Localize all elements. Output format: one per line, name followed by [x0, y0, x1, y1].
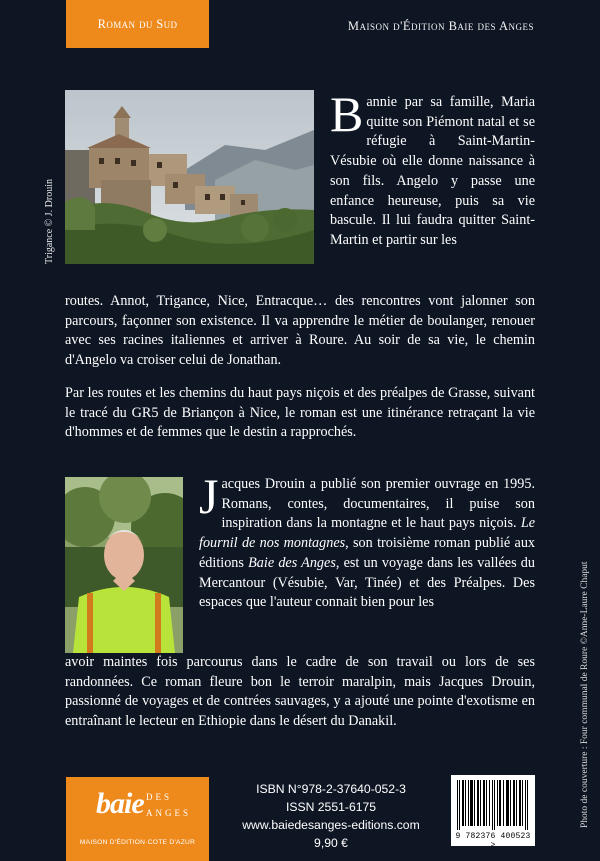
- synopsis-paragraph-start: [330, 86, 535, 251]
- publisher-logo: [66, 777, 209, 861]
- author-bio-text-1a: acques Drouin a publié son premier ouvrage en 1995. Romans, contes, documentaires, il puise son inspiration dans la montagne et le haut pays niçois.: [221, 476, 535, 532]
- publisher-name: Baie des Anges: [248, 554, 336, 571]
- village-photo-credit: Trigance © J. Drouin: [44, 179, 55, 264]
- author-bio-dropcap: J: [199, 468, 219, 524]
- book-title: Le fournil de nos montagnes: [199, 515, 535, 552]
- isbn: ISBN N°978-2-37640-052-3: [256, 782, 406, 796]
- author-bio-text-1b: , son troisième roman publié aux éditions: [199, 535, 536, 571]
- imprint-block: [226, 780, 436, 852]
- synopsis-text-1: annie par sa famille, Maria quitte son Piémont natal et se réfugie à Saint-Martin-Vésubie où elle donne naissance à son fils. Angelo y passe une enfance heureuse, puis sa vie bascule. Il lui faudra quitter Saint-Martin et partir sur les: [330, 94, 535, 248]
- author-bio-text-1c: , est un voyage dans les vallées du Mercantour (Vésubie, Var, Tinée) et des Préalpes. Des espaces que l'auteur connait bien pour les: [199, 554, 535, 611]
- logo-word-baie: baie: [96, 787, 144, 820]
- barcode: [451, 775, 535, 850]
- barcode-bars: [457, 780, 529, 830]
- author-bio-paragraph: [199, 468, 536, 613]
- issn: ISSN 2551-6175: [285, 800, 377, 814]
- logo-word-anges: ANGES: [146, 808, 192, 818]
- collection-label: Roman du Sud: [66, 0, 209, 48]
- logo-tagline: MAISON D'ÉDITION·COTE D'AZUR: [79, 839, 196, 846]
- publisher-heading: Maison d'Édition Baie des Anges: [347, 19, 534, 33]
- website: www.baiedesanges-editions.com: [242, 818, 420, 832]
- author-photo: [65, 477, 183, 653]
- logo-word-des: DES: [146, 792, 173, 802]
- price: 9,90 €: [314, 836, 348, 850]
- author-bio-continued: avoir maintes fois parcourus dans le cadre de son travail ou lors de ses randonnées. Ce roman fleure bon le terroir maralpin, mais Jacques Drouin, passionné de voyages et de contrées sauvages, y a ajouté une pointe d'exotisme en entraînant le lecteur en Ethiopie dans le désert du Danakil.: [65, 654, 535, 730]
- village-photo: [65, 90, 314, 264]
- barcode-digits: 9 782376 400523 >: [455, 832, 531, 850]
- synopsis-paragraph-2: Par les routes et les chemins du haut pays niçois et des préalpes de Grasse, suivant le tracé du GR5 de Briançon à Nice, le roman est une itinérance retraçant la vie d'hommes et de femmes que le destin a rapprochés.: [65, 385, 535, 441]
- synopsis-paragraph-continued: routes. Annot, Trigance, Nice, Entracque… des rencontres vont jalonner son parcours, façonner son existence. Il va apprendre le métier de boulanger, renouer avec ses racines italiennes et arriver à Roure. Au soir de sa vie, le chemin d'Angelo va croiser celui de Jonathan.: [65, 293, 535, 369]
- cover-photo-credit: Photo de couverture : Four communal de Roure ©Anne-Laure Chaput: [580, 561, 590, 828]
- synopsis-dropcap: B: [330, 86, 364, 142]
